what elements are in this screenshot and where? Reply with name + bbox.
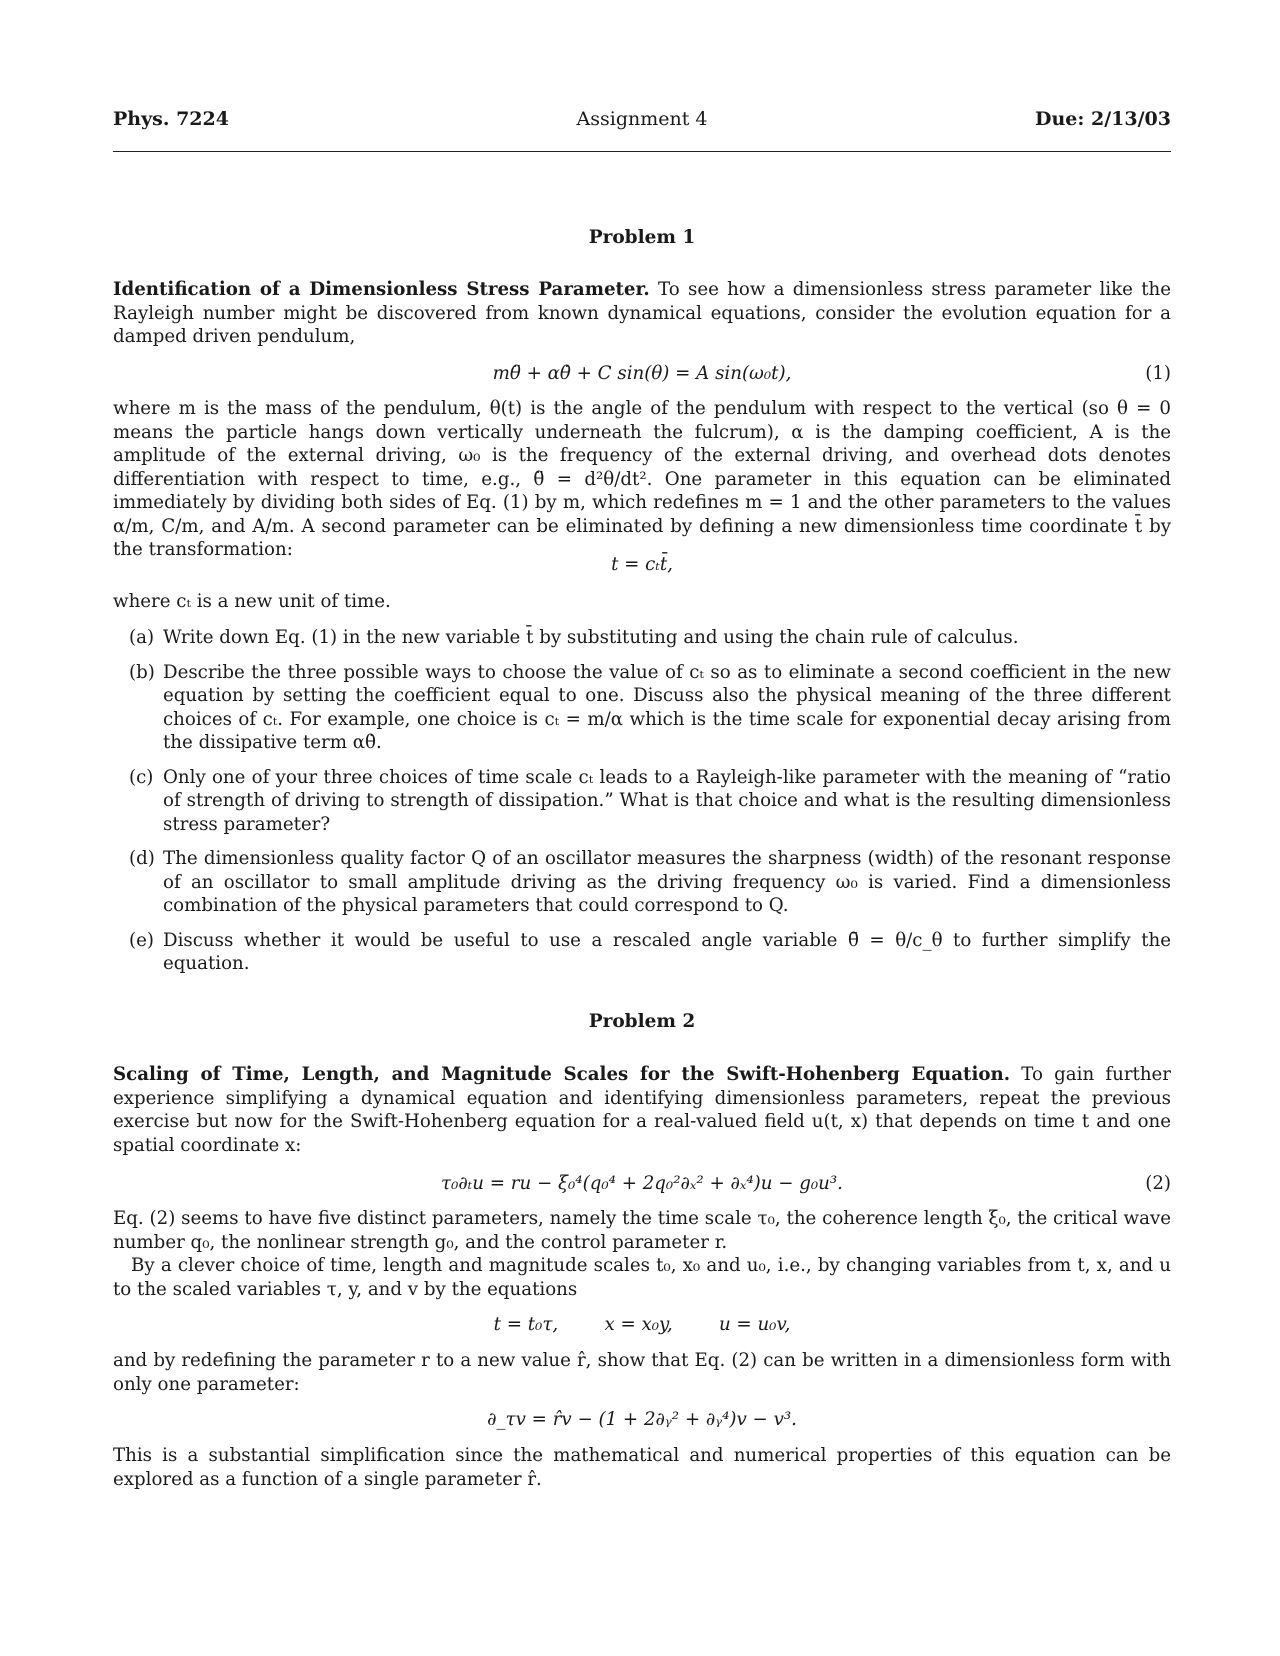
part-b [113,661,1171,755]
problem-1-after-equation [113,590,1171,614]
assignment-title: Assignment 4 [576,108,708,130]
problem-2-paragraph-1-text: Eq. (2) seems to have five distinct parameters, namely the time scale τ₀, the coherence length ξ₀, the critical wave number q₀, the nonlinear strength g₀, and the control parameter r. [113,1208,1171,1253]
page-header [113,108,1171,134]
equation-time-transform [113,553,1171,577]
problem-2-paragraph-3-text: and by redefining the parameter r to a new value r̂, show that Eq. (2) can be written in a dimensionless form with only one parameter: [113,1350,1171,1395]
problem-2-paragraph-2-text: By a clever choice of time, length and magnitude scales t₀, x₀ and u₀, i.e., by changing variables from t, x, and u to the scaled variables τ, y, and v by the equations [113,1255,1171,1300]
part-e-text: Discuss whether it would be useful to use a rescaled angle variable θ̄ = θ/c_θ to further simplify the equation. [163,929,1171,974]
part-b-label: (b) [129,661,155,683]
equation-scaling [113,1313,1171,1337]
part-a-text: Write down Eq. (1) in the new variable t̄ by substituting and using the chain rule of calculus. [163,627,1019,648]
problem-1-lead: Identification of a Dimensionless Stress Parameter. [113,279,650,300]
problem-2-lead: Scaling of Time, Length, and Magnitude Scales for the Swift-Hohenberg Equation. [113,1064,1011,1085]
problem-2-paragraph-4-text: This is a substantial simplification since the mathematical and numerical properties of this equation can be explored as a function of a single parameter r̂. [113,1445,1171,1490]
equation-3 [113,1408,1171,1432]
equation-1-number: (1) [1145,363,1171,384]
part-e-label: (e) [129,929,154,951]
problem-2-intro-text: To gain further experience simplifying a dynamical equation and identifying dimensionless parameters, repeat the previous exercise but now for the Swift-Hohenberg equation for a real-valued field u(t, x) that depends on time t and one spatial coordinate x: [113,1064,1171,1156]
part-d-text: The dimensionless quality factor Q of an oscillator measures the sharpness (width) of the resonant response of an oscillator to small amplitude driving as the driving frequency ω₀ is varied. Find a dimensionless combination of the physical parameters that could correspond to Q. [163,848,1171,916]
problem-1-paragraph [113,397,1171,562]
problem-2-intro [113,1063,1171,1157]
equation-2-body: τ₀∂ₜu = ru − ξ₀⁴(q₀⁴ + 2q₀²∂ₓ² + ∂ₓ⁴)u − g₀u³. [441,1173,843,1194]
problem-1-heading: Problem 1 [588,227,696,248]
problem-1-intro [113,278,1171,349]
part-e [113,929,1171,976]
problem-1-after-equation-text: where cₜ is a new unit of time. [113,591,391,612]
equation-scaling-body: t = t₀τ, x = x₀y, u = u₀v, [493,1314,791,1335]
course-number: Phys. 7224 [113,108,229,130]
part-d [113,847,1171,918]
part-c [113,766,1171,837]
part-c-label: (c) [129,766,154,788]
equation-2-number: (2) [1145,1173,1171,1194]
problem-2-paragraph-3 [113,1349,1171,1396]
header-rule [113,151,1171,152]
problem-1-paragraph-text: where m is the mass of the pendulum, θ(t) is the angle of the pendulum with respect to the vertical (so θ = 0 means the particle hangs down vertically underneath the fulcrum), α is the damping coefficient, A is the amplitude of the external driving, ω₀ is the frequency of the external driving, and overhead dots denotes differentiation with respect to time, e.g., θ̈ = d²θ/dt². One parameter in this equation can be eliminated immediately by dividing both sides of Eq. (1) by m, which redefines m = 1 and the other parameters to the values α/m, C/m, and A/m. A second parameter can be eliminated by defining a new dimensionless time coordinate t̄ by the transformation: [113,398,1171,560]
problem-2-paragraph-1 [113,1207,1171,1301]
problem-2-heading: Problem 2 [588,1011,696,1032]
equation-1-body: mθ̈ + αθ̇ + C sin(θ) = A sin(ω₀t), [492,363,792,384]
equation-3-body: ∂_τv = r̂v − (1 + 2∂ᵧ² + ∂ᵧ⁴)v − v³. [487,1409,797,1430]
due-date: Due: 2/13/03 [1035,108,1171,130]
equation-2 [113,1172,1171,1196]
equation-time-transform-body: t = cₜt̄, [611,554,673,575]
part-c-text: Only one of your three choices of time scale cₜ leads to a Rayleigh-like parameter with the meaning of “ratio of strength of driving to strength of dissipation.” What is that choice and what is the resulting dimensionless stress parameter? [163,766,1171,835]
part-a-label: (a) [129,627,155,648]
problem-2-paragraph-4 [113,1444,1171,1491]
part-a [113,626,1171,650]
part-d-label: (d) [129,848,155,869]
part-b-text: Describe the three possible ways to choose the value of cₜ so as to eliminate a second coefficient in the new equation by setting the coefficient equal to one. Discuss also the physical meaning of the three different choices of cₜ. For example, one choice is cₜ = m/α which is the time scale for exponential decay arising from the dissipative term αθ̇. [163,661,1171,753]
problem-1-intro-text: To see how a dimensionless stress parameter like the Rayleigh number might be discovered from known dynamical equations, consider the evolution equation for a damped driven pendulum, [113,279,1171,347]
equation-1 [113,362,1171,386]
problem-1-parts [113,626,1171,987]
